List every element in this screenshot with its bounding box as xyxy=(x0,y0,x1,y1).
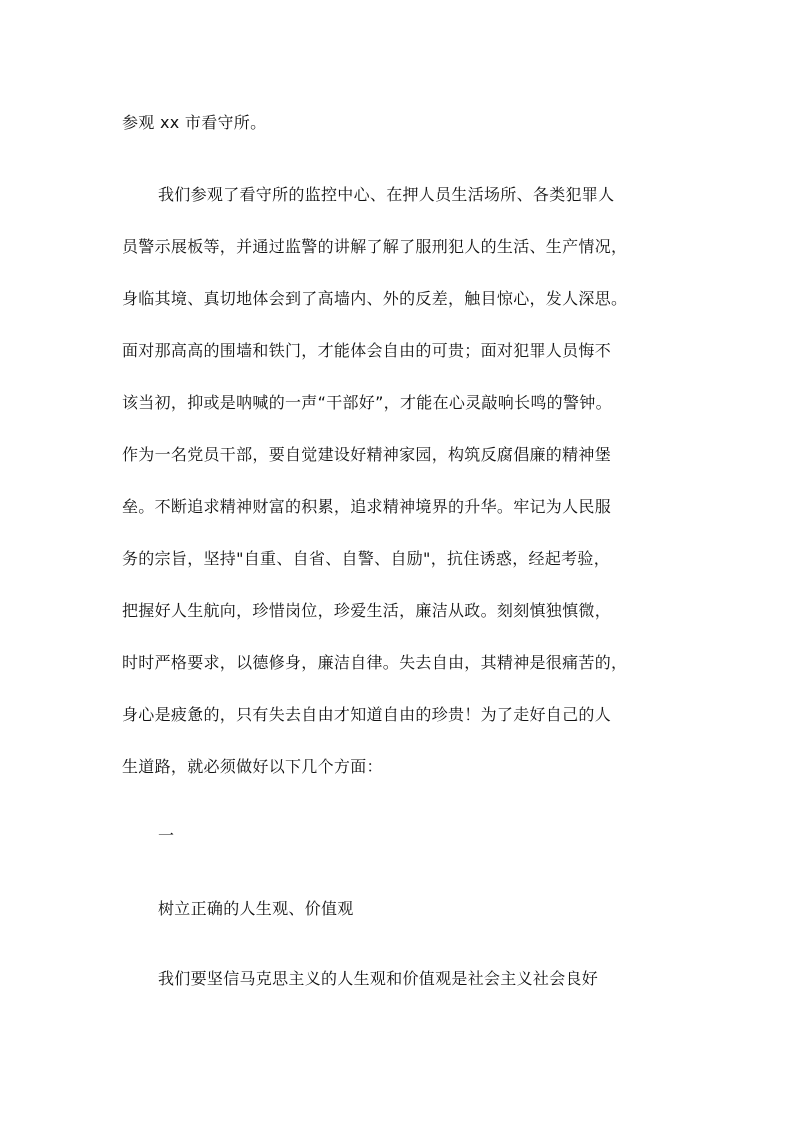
paragraph-line: 该当初，抑或是呐喊的一声“干部好”，才能在心灵敲响长鸣的警钟。 xyxy=(122,393,612,412)
paragraph-line: 我们参观了看守所的监控中心、在押人员生活场所、各类犯罪人 xyxy=(158,185,615,204)
paragraph-line: 参观 xx 市看守所。 xyxy=(122,113,267,132)
paragraph-line: 身心是疲惫的，只有失去自由才知道自由的珍贵！为了走好自己的人 xyxy=(122,705,612,724)
paragraph-line: 务的宗旨，坚持"自重、自省、自警、自励"，抗住诱惑，经起考验， xyxy=(122,549,611,568)
section-heading: 树立正确的人生观、价值观 xyxy=(158,899,354,918)
paragraph-line: 生道路，就必须做好以下几个方面： xyxy=(122,757,383,776)
paragraph-line: 面对那高高的围墙和铁门，才能体会自由的可贵；面对犯罪人员悔不 xyxy=(122,341,612,360)
paragraph-line: 作为一名党员干部，要自觉建设好精神家园，构筑反腐倡廉的精神堡 xyxy=(122,445,612,464)
section-number: 一 xyxy=(158,826,175,845)
paragraph-line: 垒。不断追求精神财富的积累，追求精神境界的升华。牢记为人民服 xyxy=(122,497,612,516)
paragraph-line: 我们要坚信马克思主义的人生观和价值观是社会主义社会良好 xyxy=(158,969,599,988)
paragraph-line: 身临其境、真切地体会到了高墙内、外的反差，触目惊心，发人深思。 xyxy=(122,289,628,308)
paragraph-line: 把握好人生航向，珍惜岗位，珍爱生活，廉洁从政。刻刻慎独慎微， xyxy=(122,601,612,620)
paragraph-line: 时时严格要求，以德修身，廉洁自律。失去自由，其精神是很痛苦的， xyxy=(122,653,628,672)
paragraph-line: 员警示展板等，并通过监警的讲解了解了服刑犯人的生活、生产情况， xyxy=(122,237,628,256)
